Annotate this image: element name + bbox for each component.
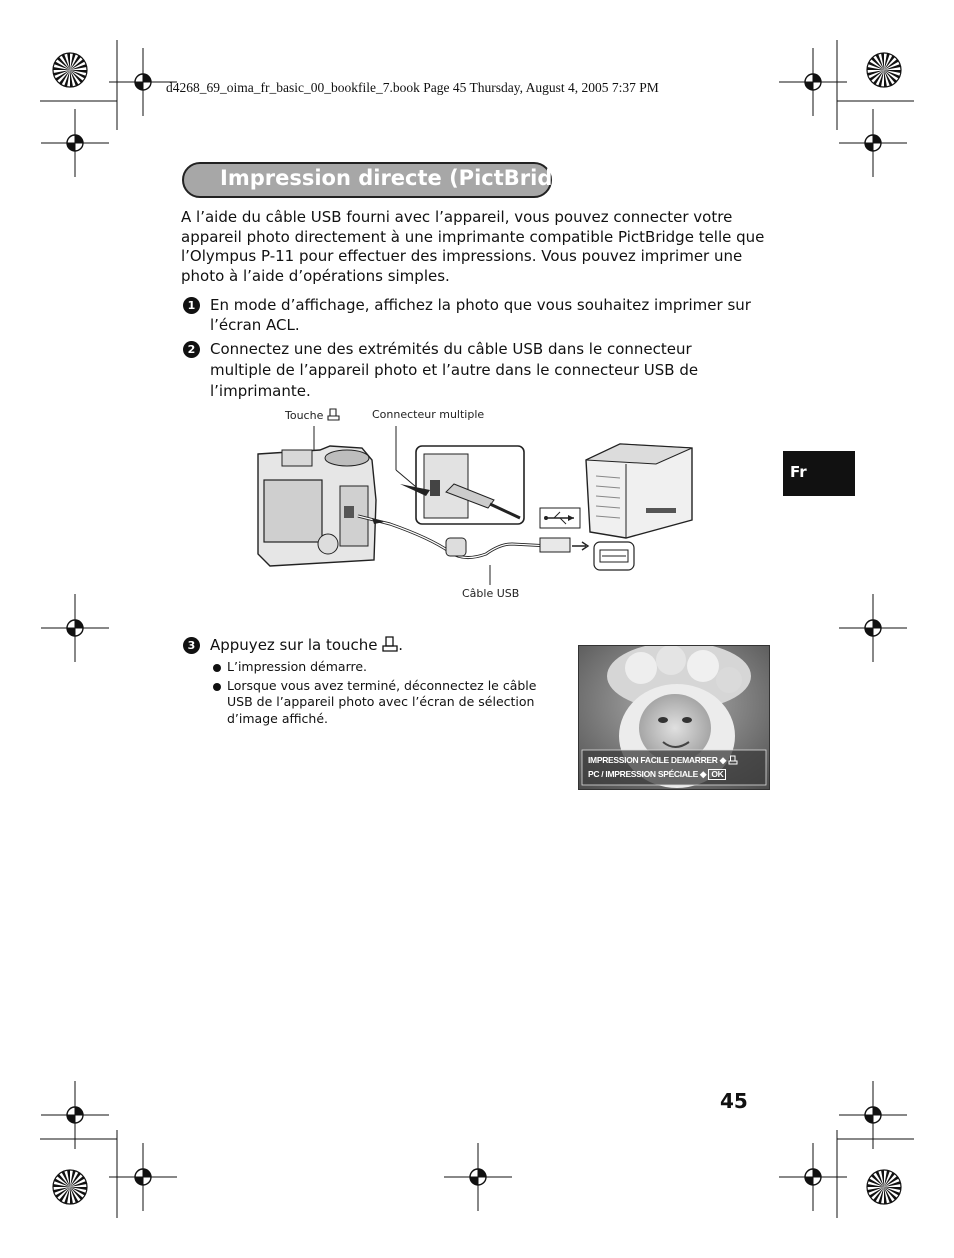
registration-crosshair-icon [41, 109, 109, 177]
section-title: Impression directe (PictBridge) [220, 166, 592, 190]
registration-crosshair-icon [109, 1143, 177, 1211]
usb-symbol-icon [540, 508, 580, 528]
registration-crosshair-icon [444, 1143, 512, 1211]
step-3-text-suffix: . [398, 636, 404, 654]
intro-paragraph: A l’aide du câble USB fourni avec l’appareil, vous pouvez connecter votre appareil photo directement à une imprimante compatible PictBridge telle que l’Olympus P-11 pour effectuer des impressions. Vous pouvez imprimer une photo à l’aide d’opérations simples. [181, 208, 765, 286]
step-number-3: 3 [183, 637, 200, 654]
registration-starburst-icon [867, 1170, 901, 1204]
printer-illustration [586, 444, 692, 538]
screen-menu-line-1 [588, 755, 738, 766]
step-number-1: 1 [183, 297, 200, 314]
ok-button-icon: OK [708, 769, 726, 780]
print-button-icon [728, 755, 738, 765]
figure-label-cable: Câble USB [462, 587, 520, 600]
figure-label-connector: Connecteur multiple [372, 408, 485, 421]
registration-crosshair-icon [41, 594, 109, 662]
lcd-screen-photo [578, 645, 770, 790]
screen-menu-line-2-text: PC / IMPRESSION SPÉCIALE [588, 769, 698, 779]
language-tab-label: Fr [790, 463, 807, 481]
usb-port-icon [594, 542, 634, 570]
child-portrait-image [579, 646, 769, 789]
registration-starburst-icon [867, 53, 901, 87]
step-2-text: Connectez une des extrémités du câble USB dans le connecteur multiple de l’appareil photo et l’autre dans le connecteur USB de l’imprimante. [210, 340, 699, 400]
screen-menu-line-2 [588, 769, 726, 780]
step-3-bullets [212, 659, 542, 729]
step-3-text [210, 635, 403, 655]
registration-crosshair-icon [839, 109, 907, 177]
registration-starburst-icon [53, 1170, 87, 1204]
list-item: L’impression démarre. [212, 659, 542, 676]
diamond-icon: ◆ [700, 769, 707, 779]
registration-starburst-icon [53, 53, 87, 87]
list-item: Lorsque vous avez terminé, déconnectez le câble USB de l’appareil photo avec l’écran de sélection d’image affiché. [212, 678, 542, 728]
registration-crosshair-icon [839, 594, 907, 662]
page-number: 45 [720, 1089, 748, 1113]
step-1-text: En mode d’affichage, affichez la photo que vous souhaitez imprimer sur l’écran ACL. [210, 296, 751, 334]
step-number-2: 2 [183, 341, 200, 358]
screen-menu-line-1-text: IMPRESSION FACILE DEMARRER [588, 755, 718, 765]
print-button-icon [382, 636, 398, 652]
print-header-info: d4268_69_oima_fr_basic_00_bookfile_7.book Page 45 Thursday, August 4, 2005 7:37 PM [166, 80, 659, 95]
diamond-icon: ◆ [719, 755, 726, 765]
step-3-text-prefix: Appuyez sur la touche [210, 636, 378, 654]
camera-illustration [258, 446, 376, 566]
figure-label-button-text: Touche [285, 409, 324, 422]
connection-diagram [250, 420, 700, 590]
